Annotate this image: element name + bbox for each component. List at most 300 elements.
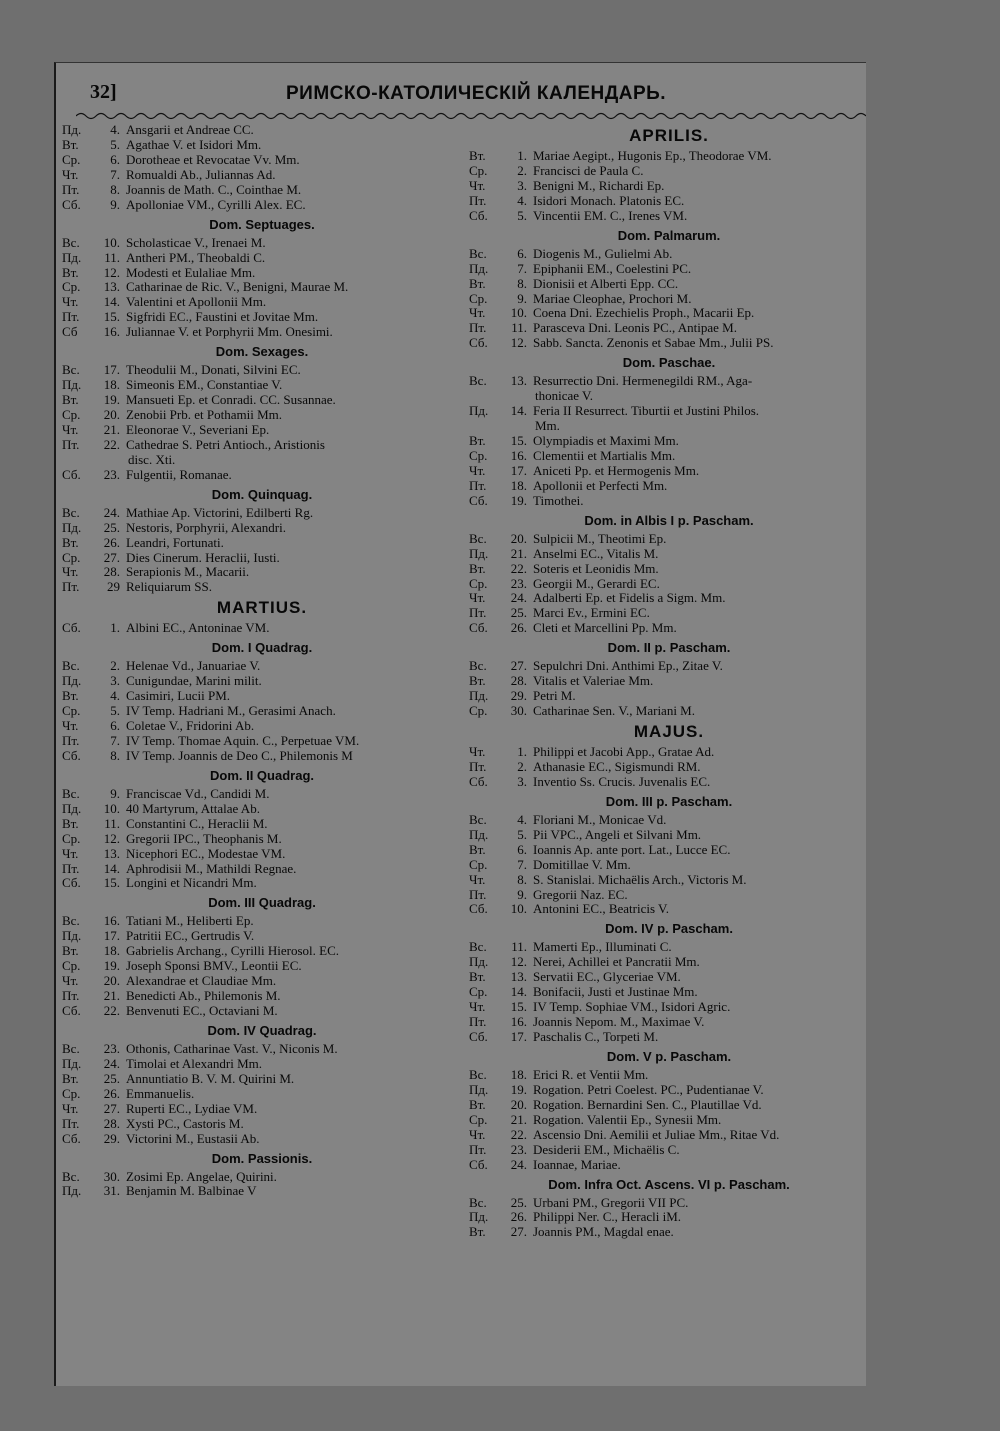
weekday-abbrev: Вс. <box>62 913 80 929</box>
day-number: 1. <box>517 148 527 163</box>
weekday-abbrev: Пд. <box>469 954 489 970</box>
saints-text: Catharinae de Ric. V., Benigni, Maurae M. <box>126 279 349 295</box>
weekday-abbrev: Чт. <box>62 718 79 733</box>
calendar-entry <box>62 295 462 310</box>
calendar-entry <box>62 153 462 168</box>
calendar-entry <box>62 183 462 198</box>
calendar-entry <box>62 704 462 719</box>
day-number: 29 <box>107 579 120 595</box>
day-number: 27. <box>103 1100 120 1116</box>
day-number: 27. <box>510 658 527 674</box>
sunday-heading: Dom. Paschae. <box>622 355 716 371</box>
day-number: 30. <box>103 1168 120 1184</box>
day-number: 21. <box>103 421 120 437</box>
sunday-heading: Dom. V p. Pascham. <box>606 1048 732 1064</box>
saints-text: Alexandrae et Claudiae Mm. <box>126 973 277 989</box>
calendar-entry <box>62 802 462 817</box>
calendar-entry <box>62 408 462 423</box>
day-number: 23. <box>510 1141 527 1157</box>
calendar-entry <box>469 745 869 760</box>
weekday-abbrev: Сб. <box>62 747 81 763</box>
day-number: 28. <box>510 673 527 689</box>
saints-text: Cleti et Marcellini Pp. Mm. <box>533 620 677 636</box>
calendar-entry <box>469 828 869 843</box>
page-title: РИМСКО-КАТОЛИЧЕСКІЙ КАЛЕНДАРЬ. <box>286 83 667 104</box>
day-number: 25. <box>103 1070 120 1086</box>
weekday-abbrev: Пт. <box>469 320 487 336</box>
weekday-abbrev: Пт. <box>62 988 80 1004</box>
saints-text: Franciscae Vd., Candidi M. <box>126 785 270 801</box>
day-number: 10. <box>103 800 120 816</box>
day-number: 30. <box>510 703 527 719</box>
saints-text: Clementii et Martialis Mm. <box>533 447 676 463</box>
weekday-abbrev: Вт. <box>469 148 486 163</box>
weekday-abbrev: Чт. <box>469 999 486 1015</box>
right-column <box>469 123 869 1240</box>
saints-text: Nestoris, Porphyrii, Alexandri. <box>126 519 286 535</box>
calendar-entry <box>469 562 869 577</box>
calendar-entry <box>469 985 869 1000</box>
sunday-heading: Dom. IV p. Pascham. <box>605 921 733 937</box>
sunday-heading: Dom. Sexages. <box>215 344 309 360</box>
saints-text: Patritii EC., Gertrudis V. <box>126 928 255 944</box>
day-number: 9. <box>110 785 120 801</box>
weekday-abbrev: Вс. <box>62 785 80 801</box>
day-number: 16. <box>103 324 120 340</box>
weekday-abbrev: Чт. <box>469 177 486 193</box>
day-number: 3. <box>110 673 120 689</box>
saints-text: Mansueti Ep. et Conradi. CC. Susannae. <box>126 392 336 408</box>
day-number: 17. <box>103 362 120 378</box>
saints-text: Petri M. <box>533 688 576 704</box>
day-number: 2. <box>517 162 527 178</box>
weekday-abbrev: Пд. <box>469 688 489 704</box>
saints-text: Servatii EC., Glyceriae VM. <box>533 969 681 985</box>
day-number: 24. <box>510 590 527 606</box>
weekday-abbrev: Вт. <box>62 1070 79 1086</box>
calendar-entry <box>62 914 462 929</box>
calendar-entry <box>469 760 869 775</box>
saints-text: Sigfridi EC., Faustini et Jovitae Mm. <box>126 309 319 325</box>
day-number: 20. <box>103 407 120 422</box>
saints-text: Mathiae Ap. Victorini, Edilberti Rg. <box>126 504 314 520</box>
month-title: MAJUS. <box>633 722 705 741</box>
day-number: 26. <box>510 1209 527 1225</box>
sunday-heading: Dom. III Quadrag. <box>208 895 316 911</box>
calendar-entry <box>469 247 869 262</box>
calendar-entry-continuation: disc. Xti. <box>128 451 176 467</box>
calendar-entry <box>62 506 462 521</box>
day-number: 19. <box>103 958 120 974</box>
weekday-abbrev: Вс. <box>62 1168 80 1184</box>
saints-text: Urbani PM., Gregorii VII PC. <box>533 1194 689 1210</box>
day-number: 16. <box>103 913 120 929</box>
saints-text: Albini EC., Antoninae VM. <box>126 620 270 636</box>
calendar-entry <box>469 374 869 389</box>
day-number: 6. <box>110 718 120 733</box>
calendar-entry <box>469 321 869 336</box>
saints-text: Gregorii Naz. EC. <box>533 886 628 902</box>
weekday-abbrev: Пд. <box>62 249 82 265</box>
saints-text: IV Temp. Joannis de Deo C., Philemonis M <box>126 747 353 763</box>
calendar-entry <box>469 940 869 955</box>
weekday-abbrev: Пд. <box>469 1081 489 1097</box>
calendar-entry <box>62 832 462 847</box>
calendar-entry <box>469 494 869 509</box>
calendar-entry <box>469 149 869 164</box>
calendar-entry <box>469 689 869 704</box>
saints-text: Ioannae, Mariae. <box>533 1156 621 1172</box>
calendar-entry <box>469 306 869 321</box>
calendar-entry <box>62 198 462 213</box>
calendar-entry <box>469 1000 869 1015</box>
saints-text: Apollonii et Perfecti Mm. <box>533 477 668 493</box>
weekday-abbrev: Пт. <box>62 732 80 748</box>
weekday-abbrev: Пт. <box>62 1115 80 1131</box>
calendar-entry <box>62 363 462 378</box>
day-number: 8. <box>110 181 120 197</box>
calendar-entry <box>62 989 462 1004</box>
weekday-abbrev: Пт. <box>62 436 80 452</box>
day-number: 17. <box>510 462 527 478</box>
day-number: 21. <box>510 1111 527 1127</box>
weekday-abbrev: Пд. <box>62 800 82 816</box>
calendar-entry <box>62 1057 462 1072</box>
day-number: 13. <box>103 845 120 861</box>
day-number: 13. <box>103 279 120 295</box>
weekday-abbrev: Вс. <box>62 504 80 520</box>
saints-text: Scholasticae V., Irenaei M. <box>126 234 266 250</box>
calendar-entry-continuation: thonicae V. <box>535 388 594 404</box>
saints-text: Catharinae Sen. V., Mariani M. <box>533 703 695 719</box>
weekday-abbrev: Пт. <box>469 758 487 774</box>
calendar-entry <box>62 1072 462 1087</box>
weekday-abbrev: Чт. <box>62 166 79 182</box>
day-number: 27. <box>103 549 120 565</box>
saints-text: Fulgentii, Romanae. <box>126 466 232 482</box>
calendar-entry <box>62 1087 462 1102</box>
day-number: 22. <box>510 560 527 576</box>
calendar-entry <box>62 674 462 689</box>
day-number: 6. <box>110 151 120 167</box>
saints-text: Ruperti EC., Lydiae VM. <box>126 1100 258 1116</box>
calendar-entry <box>469 1030 869 1045</box>
day-number: 25. <box>510 1194 527 1210</box>
weekday-abbrev: Пд. <box>62 1055 82 1071</box>
weekday-abbrev: Чт. <box>469 1126 486 1142</box>
saints-text: Soteris et Leonidis Mm. <box>533 560 659 576</box>
weekday-abbrev: Сб. <box>469 1156 488 1172</box>
day-number: 29. <box>103 1130 120 1146</box>
day-number: 6. <box>517 841 527 857</box>
day-number: 8. <box>110 747 120 763</box>
calendar-entry <box>469 1210 869 1225</box>
day-number: 5. <box>517 207 527 223</box>
day-number: 10. <box>510 305 527 321</box>
day-number: 14. <box>510 984 527 1000</box>
page-number: 32] <box>90 81 117 103</box>
day-number: 15. <box>103 309 120 325</box>
day-number: 13. <box>510 969 527 985</box>
weekday-abbrev: Сб. <box>62 196 81 212</box>
calendar-entry <box>469 164 869 179</box>
calendar-entry <box>62 787 462 802</box>
day-number: 28. <box>103 564 120 580</box>
weekday-abbrev: Чт. <box>62 845 79 861</box>
saints-text: Nicephori EC., Modestae VM. <box>126 845 286 861</box>
day-number: 4. <box>517 811 527 827</box>
saints-text: Othonis, Catharinae Vast. V., Niconis M. <box>126 1040 338 1056</box>
weekday-abbrev: Пт. <box>469 477 487 493</box>
saints-text: Antonini EC., Beatricis V. <box>533 901 670 917</box>
weekday-abbrev: Пт. <box>62 181 80 197</box>
calendar-entry <box>469 336 869 351</box>
weekday-abbrev: Чт. <box>469 462 486 478</box>
day-number: 11. <box>511 320 527 336</box>
calendar-entry <box>469 179 869 194</box>
weekday-abbrev: Ср. <box>469 447 488 463</box>
day-number: 29. <box>510 688 527 704</box>
day-number: 11. <box>104 249 120 265</box>
day-number: 19. <box>103 392 120 408</box>
saints-text: Rogation. Bernardini Sen. C., Plautillae Vd. <box>533 1096 762 1112</box>
weekday-abbrev: Сб. <box>62 1130 81 1146</box>
saints-text: Mariae Aegipt., Hugonis Ep., Theodorae VM. <box>533 148 772 163</box>
weekday-abbrev: Вт. <box>469 673 486 689</box>
calendar-entry <box>62 1004 462 1019</box>
day-number: 4. <box>110 688 120 704</box>
saints-text: Apolloniae VM., Cyrilli Alex. EC. <box>126 196 306 212</box>
saints-text: Joannis Nepom. M., Maximae V. <box>533 1014 705 1030</box>
weekday-abbrev: Ср. <box>62 549 81 565</box>
calendar-entry <box>62 580 462 595</box>
saints-text: Ascensio Dni. Aemilii et Juliae Mm., Ritae Vd. <box>533 1126 780 1142</box>
saints-text: Dorotheae et Revocatae Vv. Mm. <box>126 151 300 167</box>
weekday-abbrev: Вс. <box>469 245 487 261</box>
saints-text: Ioannis Ap. ante port. Lat., Lucce EC. <box>533 841 731 857</box>
sunday-heading: Dom. IV Quadrag. <box>207 1022 317 1038</box>
weekday-abbrev: Ср. <box>62 151 81 167</box>
saints-text: Antheri PM., Theobaldi C. <box>126 249 266 265</box>
day-number: 22. <box>103 1003 120 1018</box>
calendar-entry <box>469 591 869 606</box>
weekday-abbrev: Пт. <box>469 886 487 902</box>
calendar-entry <box>469 1225 869 1240</box>
weekday-abbrev: Вс. <box>469 811 487 827</box>
saints-text: Georgii M., Gerardi EC. <box>533 575 660 591</box>
calendar-entry <box>469 262 869 277</box>
day-number: 5. <box>110 703 120 719</box>
day-number: 25. <box>510 605 527 621</box>
weekday-abbrev: Сб. <box>62 466 81 482</box>
calendar-entry <box>469 547 869 562</box>
calendar-entry <box>469 1158 869 1173</box>
calendar-entry <box>469 292 869 307</box>
saints-text: Romualdi Ab., Juliannas Ad. <box>126 166 276 182</box>
calendar-entry <box>469 1196 869 1211</box>
weekday-abbrev: Вт. <box>469 969 486 985</box>
saints-text: Nerei, Achillei et Pancratii Mm. <box>533 954 700 970</box>
weekday-abbrev: Сб. <box>62 875 81 891</box>
calendar-entry <box>469 813 869 828</box>
saints-text: Modesti et Eulaliae Mm. <box>126 264 256 280</box>
saints-text: Joannis PM., Magdal enae. <box>533 1224 674 1240</box>
weekday-abbrev: Ср. <box>469 984 488 1000</box>
calendar-entry <box>62 393 462 408</box>
weekday-abbrev: Ср. <box>62 279 81 295</box>
calendar-entry <box>469 434 869 449</box>
saints-text: Dionisii et Alberti Epp. CC. <box>533 275 679 291</box>
day-number: 4. <box>517 192 527 208</box>
calendar-entry <box>469 479 869 494</box>
day-number: 31. <box>103 1183 120 1199</box>
calendar-entry <box>62 1184 462 1199</box>
weekday-abbrev: Вс. <box>469 530 487 546</box>
day-number: 26. <box>103 534 120 550</box>
saints-text: Vitalis et Valeriae Mm. <box>533 673 654 689</box>
saints-text: Erici R. et Ventii Mm. <box>533 1066 649 1082</box>
weekday-abbrev: Сб. <box>62 1003 81 1018</box>
saints-text: Simeonis EM., Constantiae V. <box>126 377 283 393</box>
day-number: 25. <box>103 519 120 535</box>
saints-text: Feria II Resurrect. Tiburtii et Justini Philos. <box>533 403 760 419</box>
calendar-entry <box>469 1143 869 1158</box>
day-number: 23. <box>103 466 120 482</box>
calendar-entry <box>469 194 869 209</box>
saints-text: Resurrectio Dni. Hermenegildi RM., Aga- <box>533 373 753 389</box>
calendar-entry <box>62 734 462 749</box>
wavy-rule-divider <box>76 111 866 121</box>
day-number: 9. <box>517 886 527 902</box>
day-number: 12. <box>103 264 120 280</box>
saints-text: Sabb. Sancta. Zenonis et Sabae Mm., Julii PS. <box>533 335 774 351</box>
weekday-abbrev: Пт. <box>62 860 80 876</box>
saints-text: Benjamin M. Balbinae V <box>126 1183 257 1199</box>
saints-text: Isidori Monach. Platonis EC. <box>533 192 685 208</box>
calendar-entry <box>62 1170 462 1185</box>
calendar-entry <box>469 858 869 873</box>
day-number: 23. <box>103 1040 120 1056</box>
weekday-abbrev: Пд. <box>62 519 82 535</box>
calendar-entry <box>62 1102 462 1117</box>
saints-text: Rogation. Petri Coelest. PC., Pudentianae V. <box>533 1081 764 1097</box>
day-number: 14. <box>103 294 120 310</box>
calendar-entry <box>62 378 462 393</box>
page-header <box>56 81 866 111</box>
day-number: 12. <box>510 954 527 970</box>
month-title: MARTIUS. <box>216 598 308 618</box>
saints-text: Tatiani M., Heliberti Ep. <box>126 913 254 929</box>
saints-text: Cunigundae, Marini milit. <box>126 673 262 689</box>
day-number: 8. <box>517 275 527 291</box>
weekday-abbrev: Вт. <box>469 560 486 576</box>
calendar-entry <box>62 168 462 183</box>
calendar-entry <box>62 280 462 295</box>
day-number: 23. <box>510 575 527 591</box>
saints-text: Theodulii M., Donati, Silvini EC. <box>126 362 301 378</box>
calendar-entry <box>62 929 462 944</box>
saints-text: Emmanuelis. <box>126 1085 195 1101</box>
weekday-abbrev: Чт. <box>469 871 486 887</box>
weekday-abbrev: Пд. <box>62 928 82 944</box>
day-number: 17. <box>103 928 120 944</box>
saints-text: Francisci de Paula C. <box>533 162 644 178</box>
weekday-abbrev: Пт. <box>469 605 487 621</box>
saints-text: Gabrielis Archang., Cyrilli Hierosol. EC. <box>126 943 340 959</box>
day-number: 24. <box>103 504 120 520</box>
weekday-abbrev: Пд. <box>62 377 82 393</box>
weekday-abbrev: Пд. <box>62 1183 82 1199</box>
weekday-abbrev: Сб. <box>62 620 81 636</box>
saints-text: Mamerti Ep., Illuminati C. <box>533 939 672 955</box>
day-number: 22. <box>510 1126 527 1142</box>
saints-text: Longini et Nicandri Mm. <box>126 875 257 891</box>
day-number: 24. <box>103 1055 120 1071</box>
weekday-abbrev: Чт. <box>62 1100 79 1116</box>
weekday-abbrev: Ср. <box>469 1111 488 1127</box>
weekday-abbrev: Ср. <box>469 290 488 306</box>
calendar-entry <box>469 1128 869 1143</box>
day-number: 5. <box>110 136 120 152</box>
day-number: 27. <box>510 1224 527 1240</box>
calendar-entry <box>469 449 869 464</box>
weekday-abbrev: Пт. <box>469 1141 487 1157</box>
weekday-abbrev: Вт. <box>62 943 79 959</box>
day-number: 26. <box>103 1085 120 1101</box>
day-number: 12. <box>103 830 120 846</box>
day-number: 2. <box>517 758 527 774</box>
saints-text: Athanasie EC., Sigismundi RM. <box>533 758 701 774</box>
day-number: 4. <box>110 122 120 137</box>
weekday-abbrev: Вс. <box>469 658 487 674</box>
day-number: 7. <box>110 166 120 182</box>
weekday-abbrev: Пт. <box>62 309 80 325</box>
calendar-entry <box>469 873 869 888</box>
weekday-abbrev: Вт. <box>62 815 79 831</box>
day-number: 19. <box>510 1081 527 1097</box>
saints-text: Inventio Ss. Crucis. Juvenalis EC. <box>533 773 711 789</box>
saints-text: Philippi Ner. C., Heracli iM. <box>533 1209 682 1225</box>
weekday-abbrev: Вт. <box>469 433 486 448</box>
weekday-abbrev: Чт. <box>62 973 79 989</box>
saints-text: Coletae V., Fridorini Ab. <box>126 718 255 733</box>
weekday-abbrev: Пд. <box>62 122 82 137</box>
day-number: 5. <box>517 826 527 842</box>
calendar-entry <box>62 138 462 153</box>
saints-text: Joseph Sponsi BMV., Leontii EC. <box>126 958 302 974</box>
saints-text: Joannis de Math. C., Cointhae M. <box>126 181 302 197</box>
weekday-abbrev: Пт. <box>469 1014 487 1030</box>
saints-text: 40 Martyrum, Attalae Ab. <box>126 800 260 816</box>
weekday-abbrev: Ср. <box>62 703 81 719</box>
saints-text: IV Temp. Thomae Aquin. C., Perpetuae VM. <box>126 732 360 748</box>
saints-text: IV Temp. Sophiae VM., Isidori Agric. <box>533 999 731 1015</box>
weekday-abbrev: Ср. <box>62 830 81 846</box>
day-number: 3. <box>517 177 527 193</box>
weekday-abbrev: Пд. <box>469 826 489 842</box>
saints-text: Floriani M., Monicae Vd. <box>533 811 667 827</box>
day-number: 10. <box>103 234 120 250</box>
calendar-entry <box>62 468 462 483</box>
calendar-entry <box>469 404 869 419</box>
day-number: 16. <box>510 1014 527 1030</box>
saints-text: Annuntiatio B. V. M. Quirini M. <box>126 1070 295 1086</box>
calendar-entry <box>469 902 869 917</box>
day-number: 14. <box>103 860 120 876</box>
saints-text: Rogation. Valentii Ep., Synesii Mm. <box>533 1111 722 1127</box>
weekday-abbrev: Сб. <box>469 1029 488 1044</box>
day-number: 28. <box>103 1115 120 1131</box>
